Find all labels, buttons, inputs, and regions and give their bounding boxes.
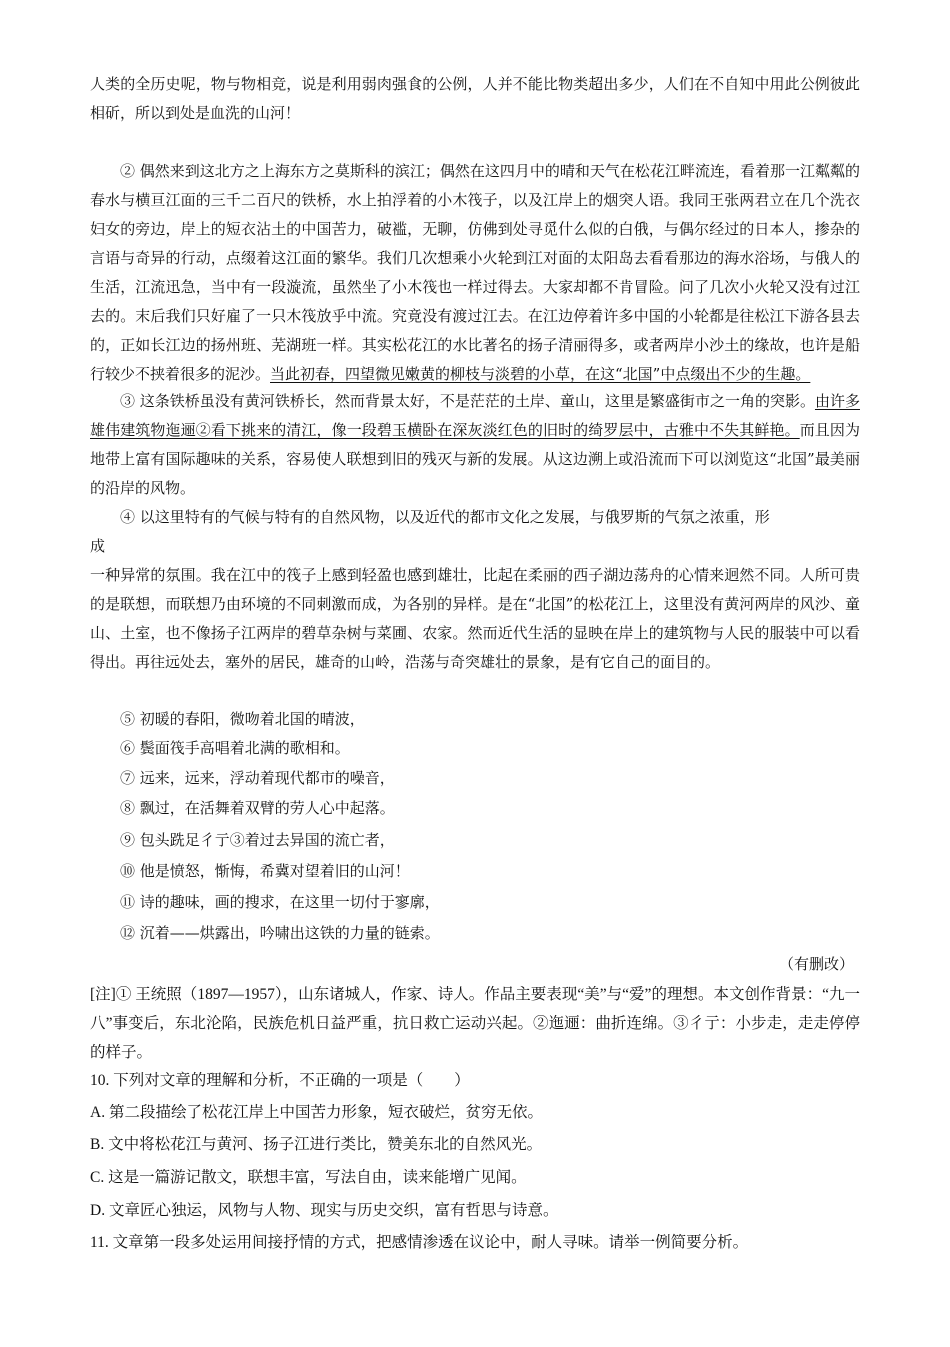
verse-line-9: ⑨ 包头跣足彳亍③着过去异国的流亡者， — [120, 831, 395, 849]
source-note: （有删改） — [778, 955, 854, 973]
paragraph-4-head: ④ 以这里特有的气候与特有的自然风物，以及近代的都市文化之发展，与俄罗斯的气氛之浓重，形 — [120, 508, 770, 526]
paragraph-2 — [90, 157, 860, 389]
verse-line-10: ⑩ 他是愤怒，惭悔，希冀对望着旧的山河！ — [120, 862, 410, 880]
annotation-note: [注]① 王统照（1897—1957），山东诸城人，作家、诗人。作品主要表现“美”与“爱”的理想。本文创作背景：“九一八”事变后，东北沦陷，民族危机日益严重，抗日救亡运动兴起。②迤逦：曲折连绵。③彳亍：小步走，走走停停的样子。 — [90, 986, 860, 1061]
verse-line-5: ⑤ 初暖的春阳，微吻着北国的晴波， — [120, 710, 365, 728]
verse-line-8: ⑧ 飘过，在活舞着双臂的劳人心中起落。 — [120, 799, 395, 817]
paragraph-3-text-start: ③ 这条铁桥虽没有黄河铁桥长，然而背景太好，不是茫茫的土岸、童山，这里是繁盛街市之一角的突影。 — [120, 392, 815, 410]
paragraph-2-underlined-sentence: 当此初春，四望微见嫩黄的柳枝与淡碧的小草，在这“北国”中点缀出不少的生趣。 — [270, 365, 811, 383]
verse-line-11: ⑪ 诗的趣味，画的搜求，在这里一切付于寥廓， — [120, 893, 440, 911]
question-10-option-a: A. 第二段描绘了松花江岸上中国苦力形象，短衣破烂，贫穷无依。 — [90, 1104, 543, 1121]
question-10-option-c: C. 这是一篇游记散文，联想丰富，写法自由，读来能增广见闻。 — [90, 1169, 527, 1186]
question-10-option-b: B. 文中将松花江与黄河、扬子江进行类比，赞美东北的自然风光。 — [90, 1136, 543, 1153]
paragraph-4-body: 一种异常的氛围。我在江中的筏子上感到轻盈也感到雄壮，比起在柔丽的西子湖边荡舟的心情来迥然不同。人所可贵的是联想，而联想乃由环境的不同刺激而成，为各别的异样。是在“北国”的松花江上，这里没有黄河两岸的风沙、童山、土室，也不像扬子江两岸的碧草杂树与菜圃、农家。然而近代生活的显映在岸上的建筑物与人民的服装中可以看得出。再往远处去，塞外的居民，雄奇的山岭，浩荡与奇突雄壮的景象，是有它自己的面目的。 — [90, 566, 860, 671]
paragraph-3-text-end: 而且因为地带上富有国际趣味的关系，容易使人联想到旧的残灭与新的发展。从这边溯上或沿流而下可以浏览这“北国”最美丽的沿岸的风物。 — [90, 421, 860, 497]
verse-line-7: ⑦ 远来，远来，浮动着现代都市的噪音， — [120, 769, 395, 787]
paragraph-3-underlined-sentence: 由许多雄伟建筑物迤逦②看下挑来的清江，像一段碧玉横卧在深灰淡红色的旧时的绮罗层中，古雅中不失其鲜艳。 — [90, 392, 860, 439]
paragraph-1-tail: 人类的全历史呢，物与物相竞，说是利用弱肉强食的公例，人并不能比物类超出多少，人们在不自知中用此公例彼此相斫，所以到处是血洗的山河！ — [90, 75, 860, 122]
question-10: 10. 下列对文章的理解和分析，不正确的一项是（ ） — [90, 1072, 470, 1089]
verse-line-12: ⑫ 沉着——烘露出，吟啸出这铁的力量的链索。 — [120, 924, 440, 942]
verse-line-6: ⑥ 鬓面筏手高唱着北满的歌相和。 — [120, 739, 350, 757]
paragraph-4-head-wrap: 成 — [90, 537, 106, 555]
question-10-option-d: D. 文章匠心独运，风物与人物、现实与历史交织，富有哲思与诗意。 — [90, 1202, 559, 1219]
question-11: 11. 文章第一段多处运用间接抒情的方式，把感情渗透在议论中，耐人寻味。请举一例简要分析。 — [90, 1234, 749, 1251]
paragraph-3 — [90, 387, 860, 503]
paragraph-2-text: ② 偶然来到这北方之上海东方之莫斯科的滨江；偶然在这四月中的晴和天气在松花江畔流连，看着那一江粼粼的春水与横亘江面的三千二百尺的铁桥，水上拍浮着的小木筏子，以及江岸上的烟突人语。我同王张两君立在几个洗衣妇女的旁边，岸上的短衣沾土的中国苦力，破褴，无聊，仿佛到处寻觅什么似的白俄，与偶尔经过的日本人，掺杂的言语与奇异的行动，点缀着这江面的繁华。我们几次想乘小火轮到江对面的太阳岛去看看那边的海水浴场，与俄人的生活，江流迅急，当中有一段漩流，虽然坐了小木筏也一样过得去。大家却都不肯冒险。问了几次小火轮又没有过江去的。末后我们只好雇了一只木筏放乎中流。究竟没有渡过江去。在江边停着许多中国的小轮都是往松江下游各县去的，正如长江边的扬州班、芜湖班一样。其实松花江的水比著名的扬子清丽得多，或者两岸小沙土的缘故，也许是船行较少不挟着很多的泥沙。 — [90, 162, 860, 383]
